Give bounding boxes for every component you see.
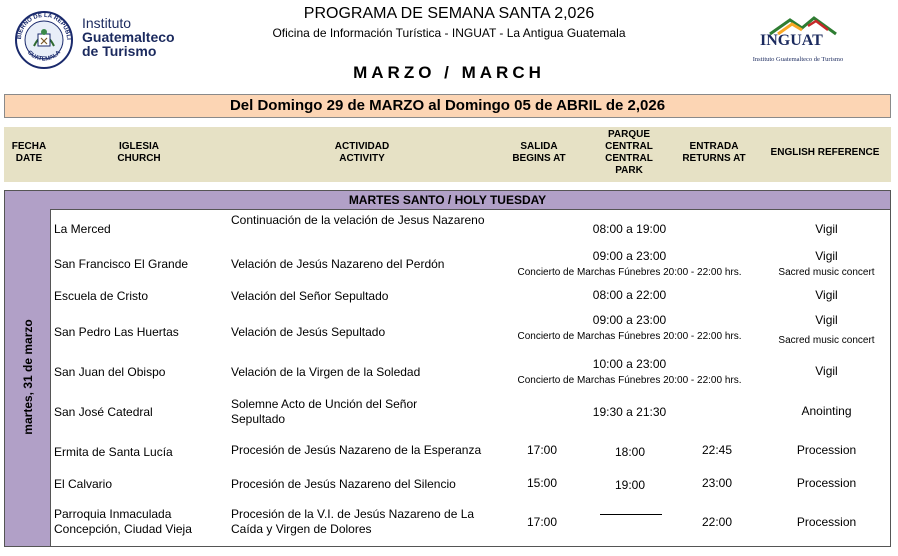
reference-cell: Procession [796,515,857,529]
salida-cell: 17:00 [526,515,558,529]
reference-cell: Vigil [815,364,838,378]
org-line1: Instituto [82,15,132,31]
page-title: PROGRAMA DE SEMANA SANTA 2,026 [303,5,595,22]
inguat-logo [738,12,858,72]
reference-cell: Vigil [815,288,838,302]
reference-cell: Vigil [815,313,838,327]
svg-text:GUATEMALA: GUATEMALA [25,49,63,63]
parque-cell: 19:00 [614,478,646,492]
church-cell: San José Catedral [54,405,153,419]
inguat-wordmark: INGUAT [760,32,823,49]
col-parque: PARQUE CENTRAL CENTRAL PARK [605,129,653,176]
activity-cell: Velación de Jesús Sepultado [231,325,386,339]
time-cell: 10:00 a 23:00 [592,357,667,371]
activity-cell: Procesión de Jesús Nazareno del Silencio [231,477,456,491]
schedule-table [4,209,891,547]
reference-cell: Procession [796,476,857,490]
time-cell: 08:00 a 22:00 [592,288,667,302]
church-cell: San Pedro Las Huertas [54,325,179,339]
date-cell [5,209,51,546]
table-row [52,311,891,349]
date-label: martes, 31 de marzo [21,319,35,435]
reference-sub-cell: Sacred music concert [778,267,875,278]
activity-cell: Procesión de la V.I. de Jesús Nazareno de La Caída y Virgen de Dolores [231,507,475,536]
church-cell: La Merced [54,222,111,236]
church-cell: Escuela de Cristo [54,289,149,303]
salida-cell: 15:00 [526,476,558,490]
activity-cell: Continuación de la velación de Jesus Nazareno [231,213,485,227]
inguat-subtitle: Instituto Guatemalteco de Turismo [752,56,844,63]
reference-sub-cell: Sacred music concert [778,335,875,346]
salida-cell: 17:00 [526,443,558,457]
svg-text:GOBIERNO DE LA REPÚBLICA: GOBIERNO DE LA REPÚBLICA [11,6,72,41]
col-entrada: ENTRADA RETURNS AT [682,141,746,164]
reference-cell: Vigil [815,249,838,263]
time-cell: 19:30 a 21:30 [592,405,667,419]
column-header-row [4,127,891,182]
table-row [52,247,891,281]
concert-cell: Concierto de Marchas Fúnebres 20:00 - 22:00 hrs. [517,331,742,342]
page-subtitle: Oficina de Información Turística - INGUAT - La Antigua Guatemala [272,26,626,40]
church-cell: Ermita de Santa Lucía [54,445,173,459]
activity-cell: Velación de Jesús Nazareno del Perdón [231,257,445,271]
table-row [52,473,891,501]
table-row [52,395,891,435]
reference-cell: Anointing [801,404,852,418]
concert-cell: Concierto de Marchas Fúnebres 20:00 - 22:00 hrs. [517,267,742,278]
parque-empty-line [600,514,662,515]
table-row [52,211,891,245]
entrada-cell: 23:00 [701,476,733,490]
entrada-cell: 22:45 [701,443,733,457]
table-row [52,505,891,543]
table-row [52,285,891,309]
concert-cell: Concierto de Marchas Fúnebres 20:00 - 22:00 hrs. [517,375,742,386]
reference-cell: Procession [796,443,857,457]
church-cell: Parroquia Inmaculada Concepción, Ciudad Vieja [54,507,192,536]
activity-cell: Procesión de Jesús Nazareno de la Esperanza [231,443,482,457]
org-line3: de Turismo [82,43,157,59]
month-title: MARZO / MARCH [353,63,545,82]
time-cell: 09:00 a 23:00 [592,249,667,263]
page-header [0,0,898,92]
col-iglesia: IGLESIA CHURCH [117,141,161,164]
col-fecha: FECHA DATE [11,141,47,164]
date-range-bar: Del Domingo 29 de MARZO al Domingo 05 de ABRIL de 2,026 [4,94,891,118]
table-row [52,355,891,391]
entrada-cell: 22:00 [701,515,733,529]
time-cell: 08:00 a 19:00 [592,222,667,236]
col-english: ENGLISH REFERENCE [770,147,880,158]
org-line2: Guatemalteco [82,29,175,45]
activity-cell: Solemne Acto de Unción del Señor Sepultado [231,397,418,426]
time-cell: 09:00 a 23:00 [592,313,667,327]
col-actividad: ACTIVIDAD ACTIVITY [334,141,390,164]
reference-cell: Vigil [815,222,838,236]
col-salida: SALIDA BEGINS AT [512,141,566,164]
activity-cell: Velación del Señor Sepultado [231,289,389,303]
church-cell: San Francisco El Grande [54,257,189,271]
parque-cell: 18:00 [614,445,646,459]
church-cell: El Calvario [54,477,113,491]
day-heading: MARTES SANTO / HOLY TUESDAY [4,190,891,210]
church-cell: San Juan del Obispo [54,365,166,379]
table-row [52,439,891,467]
activity-cell: Velación de la Virgen de la Soledad [231,365,421,379]
